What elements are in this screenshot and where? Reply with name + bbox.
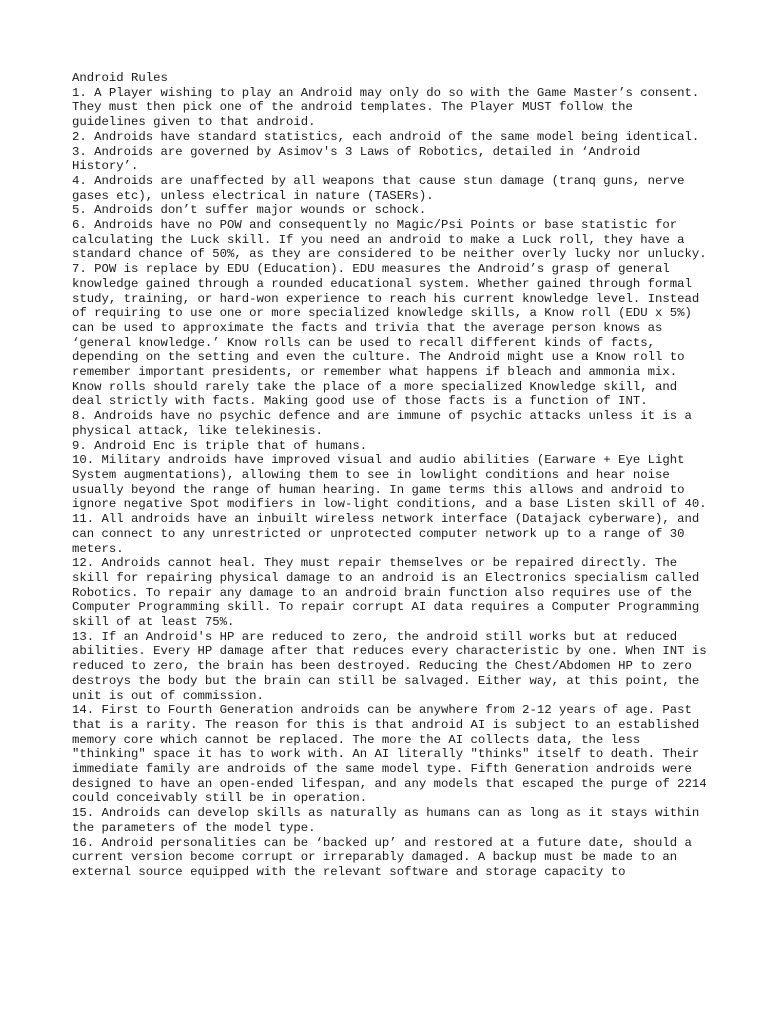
rule-6: 6. Androids have no POW and consequently no Magic/Psi Points or base statistic for calculating the Luck skill. If you need an android to make a Luck roll, they have a standard chance of 50%, as they are considered to be neither overly lucky nor unlucky. — [72, 218, 707, 262]
rule-3: 3. Androids are governed by Asimov's 3 Laws of Robotics, detailed in ‘Android History’. — [72, 144, 641, 174]
rule-8: 8. Androids have no psychic defence and are immune of psychic attacks unless it is a physical attack, like telekinesis. — [72, 409, 692, 438]
rule-11: 11. All androids have an inbuilt wireless network interface (Datajack cyberware), and can connect to any unrestricted or unprotected computer network up to a range of 30 meters. — [72, 512, 700, 556]
rule-13: 13. If an Android's HP are reduced to zero, the android still works but at reduced abilities. Every HP damage after that reduces every characteristic by one. When INT is reduced to zero, the brain has been destroyed. Reducing the Chest/Abdomen HP to zero destroys the body but the brain can still be salvaged. Either way, at this point, the unit is out of commission. — [72, 629, 707, 703]
rule-2: 2. Androids have standard statistics, each android of the same model being identical. — [72, 129, 700, 144]
rule-15: 15. Androids can develop skills as naturally as humans can as long as it stays within the parameters of the model type. — [72, 806, 700, 835]
rule-16: 16. Android personalities can be ‘backed up’ and restored at a future date, should a current version become corrupt or irreparably damaged. A backup must be made to an external source equipped with the relevant software and storage capacity to — [72, 835, 692, 879]
rule-1: 1. A Player wishing to play an Android may only do so with the Game Master’s consent. They must then pick one of the android templates. The Player MUST follow the guidelines given to that android. — [72, 85, 700, 130]
rule-5: 5. Androids don’t suffer major wounds or schock. — [72, 203, 427, 218]
rule-4: 4. Androids are unaffected by all weapons that cause stun damage (tranq guns, nerve gases etc), unless electrical in nature (TASERs). — [72, 173, 685, 203]
rule-10: 10. Military androids have improved visual and audio abilities (Earware + Eye Light System augmentations), allowing them to see in lowlight conditions and hear noise usually beyond the range of human hearing. In game terms this allows and android to ignore negative Spot modifiers in low-light conditions, and a base Listen skill of 40. — [72, 453, 707, 512]
rule-9: 9. Android Enc is triple that of humans. — [72, 438, 368, 453]
rule-14: 14. First to Fourth Generation androids can be anywhere from 2-12 years of age. Past that is a rarity. The reason for this is that android AI is subject to an established memory core which cannot be replaced. The more the AI collects data, the less "thinking" space it has to work with. An AI literally "thinks" itself to death. Their immediate family are androids of the same model type. Fifth Generation androids were designed to have an open-ended lifespan, and any models that escaped the purge of 2214 could conceivably still be in operation. — [72, 703, 707, 806]
rule-12: 12. Androids cannot heal. They must repair themselves or be repaired directly. The skill for repairing physical damage to an android is an Electronics specialism called Robotics. To repair any damage to an android brain function also requires use of the Computer Programming skill. To repair corrupt AI data requires a Computer Programming skill of at least 75%. — [72, 556, 700, 630]
rule-7: 7. POW is replace by EDU (Education). EDU measures the Android’s grasp of general knowledge gained through a rounded educational system. Whether gained through formal study, training, or hard-won experience to reach his current knowledge level. Instead of requiring to use one or more specialized knowledge skills, a Know roll (EDU x 5%) can be used to approximate the facts and trivia that the average person knows as ‘general knowledge.’ Know rolls can be used to recall different kinds of facts, depending on the setting and even the culture. The Android might use a Know roll to remember important presidents, or remember what happens if bleach and ammonia mix. Know rolls should rarely take the place of a more specialized Knowledge skill, and deal strictly with facts. Making good use of those facts is a function of INT. — [72, 262, 700, 409]
document-page — [72, 71, 712, 880]
document-title: Android Rules — [72, 71, 168, 85]
